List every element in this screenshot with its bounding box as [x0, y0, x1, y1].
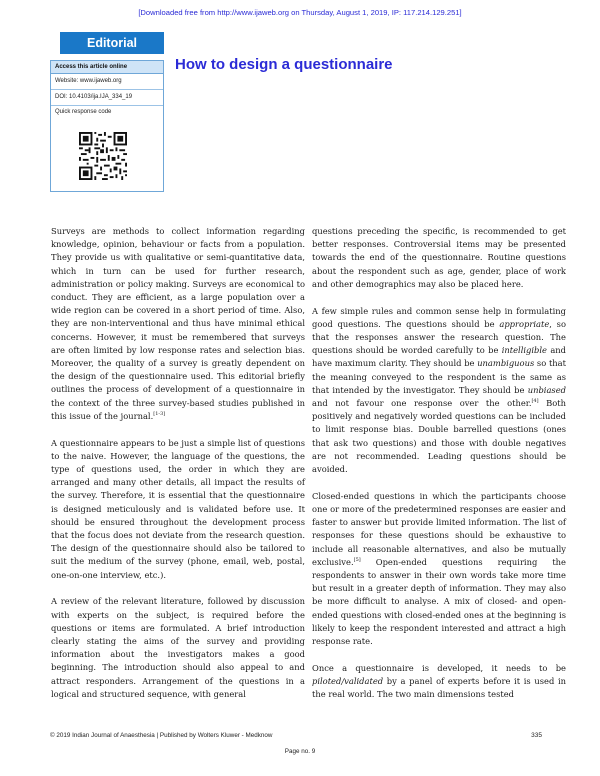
- paragraph: A review of the relevant literature, followed by discussion with experts on the subject, is required before the questions or items are formulated. A brief introduction clearly stating the aims of the survey and providing information about the investigators makes a good beginning. The introduction should also appeal to and attract responders. Arrangement of the questions in a logical and structured sequence, with general: [51, 596, 305, 699]
- page-number: 335: [531, 732, 542, 739]
- access-box-heading: Access this article online: [51, 61, 163, 74]
- paragraph: Once a questionnaire is developed, it needs to be piloted/validated by a panel of experts before it is used in the real world. The two main dimensions tested: [312, 662, 566, 700]
- section-label: Editorial: [60, 32, 164, 54]
- page-label: Page no. 9: [284, 748, 316, 755]
- paragraph: Closed-ended questions in which the participants choose one or more of the predetermined responses are easier and faster to answer but provide limited information. The list of responses for these questions should be exhaustive to include all reasonable alternatives, and also be mutually exclusive.[5] Open-ended questions requiring the respondents to answer in their own words take more time but result in a greater depth of information. They may also be more difficult to analyse. A mix of closed- and open-ended questions with closed-ended ones at the beginning is likely to keep the respondent interested and attract a high response rate.: [312, 490, 566, 647]
- citation[interactable]: [4]: [531, 398, 539, 405]
- left-column: [51, 225, 305, 715]
- footer: [50, 732, 550, 739]
- citation[interactable]: [5]: [353, 557, 361, 564]
- article-title: How to design a questionnaire: [175, 56, 393, 73]
- paragraph: questions preceding the specific, is recommended to get better responses. Controversial items may be presented towards the end of the questionnaire. Routine questions about the respondent such as age, gender, place of work and other demographics may also be placed here.: [312, 226, 566, 289]
- paragraph: A questionnaire appears to be just a simple list of questions to the naive. However, the language of the questions, the type of questions used, the order in which they are arranged and many other details, all impact the results of the survey. Therefore, it is essential that the questionnaire is designed meticulously and is validated before use. It should be ensured throughout the development process that the focus does not deviate from the research question. The design of the questionnaire should also be tailored to suit the medium of the survey (phone, email, web, postal, one-on-one interview, etc.).: [51, 437, 305, 580]
- access-article-box: [50, 60, 164, 192]
- website-link[interactable]: Website: www.ijaweb.org: [51, 74, 163, 90]
- download-note: [Downloaded free from http://www.ijaweb.org on Thursday, August 1, 2019, IP: 117.214.129.251]: [138, 8, 462, 17]
- qr-code-icon[interactable]: [79, 132, 127, 180]
- citation[interactable]: [1-3]: [153, 411, 166, 418]
- doi-link[interactable]: DOI: 10.4103/ija.IJA_334_19: [51, 90, 163, 106]
- copyright-line: © 2019 Indian Journal of Anaesthesia | Published by Wolters Kluwer - Medknow: [50, 732, 273, 739]
- paragraph: A few simple rules and common sense help in formulating good questions. The questions should be appropriate, so that the responses answer the research question. The questions should be worded carefully to be intelligible and have maximum clarity. They should be unambiguous so that the meaning conveyed to the respondent is the same as that intended by the investigator. They should be unbiased and not favour one response over the other.[4] Both positively and negatively worded questions can be included to limit response bias. Double barrelled questions (ones that ask two questions) and those with double negatives are not recommended. Leading questions should be avoided.: [312, 305, 567, 475]
- right-column: [312, 225, 566, 715]
- qr-label: Quick response code: [55, 109, 112, 115]
- paragraph: Surveys are methods to collect information regarding knowledge, opinion, behaviour or facts from a population. They provide us with qualitative or semi-quantitative data, which in turn can be used for further research, administration or policy making. Surveys are economical to conduct. They are efficient, as a large population over a wide region can be covered in a short period of time. Also, they are non-interventional and thus have minimal ethical concerns. However, it must be remembered that surveys are often limited by low response rates and selection bias. Moreover, the quality of a survey is greatly dependent on the design of the questionnaire used. This editorial briefly outlines the process of development of a questionnaire in the context of the three survey-based studies published in this issue of the journal.[1-3]: [51, 226, 305, 421]
